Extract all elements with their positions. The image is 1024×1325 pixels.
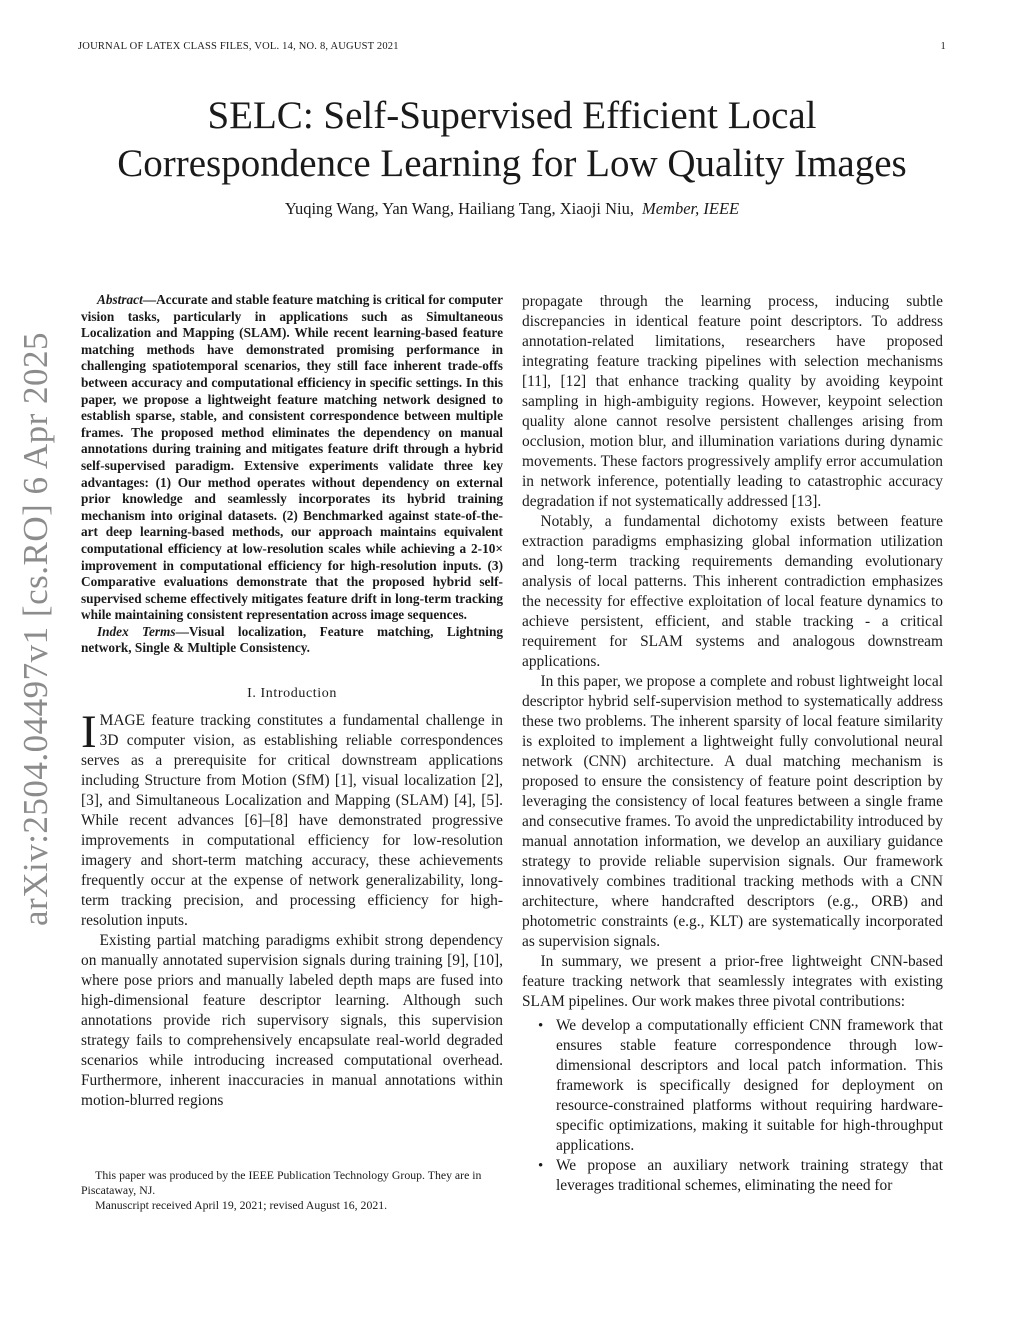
section-heading-introduction: I. Introduction [247, 686, 337, 702]
list-item: • We propose an auxiliary network training strategy that leverages traditional schemes, eliminating the need for [556, 1156, 943, 1196]
title-line-2: Correspondence Learning for Low Quality Images [117, 142, 907, 185]
right-paragraph-2: Notably, a fundamental dichotomy exists between feature extraction paradigms emphasizing global information utilization and long-term tracking requirements demanding evolutionary analysis of local patterns. This inherent contradiction emphasizes the necessity for effective exploitation of local feature dynamics to achieve persistent, efficient, and stable tracking - a critical requirement for SLAM systems and analogous downstream applications. [522, 513, 943, 670]
author-list [0, 199, 1024, 219]
author-names: Yuqing Wang, Yan Wang, Hailiang Tang, Xiaoji Niu, [284, 199, 634, 218]
paper-title [40, 92, 984, 188]
author-role: Member, IEEE [641, 199, 740, 218]
arxiv-stamp: arXiv:2504.04497v1 [cs.RO] 6 Apr 2025 [16, 331, 55, 926]
journal-name: JOURNAL OF LATEX CLASS FILES, VOL. 14, NO. 8, AUGUST 2021 [78, 41, 399, 52]
list-item: • We develop a computationally efficient CNN framework that ensures stable feature correspondence through low-dimensional descriptors and local patch information. This framework is specifically designed for deployment on resource-constrained platforms without requiring hardware-specific optimizations, making it suitable for high-throughput applications. [556, 1016, 943, 1156]
abstract [81, 292, 503, 624]
left-column [81, 292, 503, 1111]
title-line-1: SELC: Self-Supervised Efficient Local [207, 94, 817, 137]
footnotes [81, 1168, 503, 1213]
index-terms-text: —Visual localization, Feature matching, Lightning network, Single & Multiple Consistency. [81, 623, 503, 656]
footnote-2: Manuscript received April 19, 2021; revised August 16, 2021. [95, 1198, 388, 1212]
page-number: 1 [940, 41, 946, 52]
index-terms-lead: Index Terms [96, 623, 176, 639]
contributions-list [522, 1016, 943, 1196]
index-terms [81, 624, 503, 657]
right-paragraph-4: In summary, we present a prior-free lightweight CNN-based feature tracking network that seamlessly integrates with existing SLAM pipelines. Our work makes three pivotal contributions: [522, 953, 943, 1010]
drop-cap: I [81, 706, 97, 759]
intro-paragraph-2: Existing partial matching paradigms exhibit strong dependency on manually annotated supervision signals during training [9], [10], where pose priors and manually labeled depth maps are fused into high-dimensional feature descriptor learning. Although such annotations provide rich supervisory signals, this supervision strategy fails to comprehensively encapsulate real-world degraded scenarios while introducing increased computational overhead. Furthermore, inherent inaccuracies in manual annotations within motion-blurred regions [81, 932, 503, 1110]
footnote-1: This paper was produced by the IEEE Publication Technology Group. They are in Piscataway, NJ. [81, 1168, 482, 1197]
intro-paragraph-1 [81, 706, 503, 931]
right-paragraph-1: propagate through the learning process, inducing subtle discrepancies in identical feature point descriptors. To address annotation-related limitations, researchers have proposed integrating feature tracking pipelines with selection mechanisms [11], [12] that enhance tracking quality by avoiding keypoint sampling in high-ambiguity regions. However, keypoint selection quality alone cannot resolve persistent challenges arising from occlusion, motion blur, and illumination variations during dynamic movements. These factors progressively amplify error accumulation in network inference, potentially leading to catastrophic accuracy degradation if not systematically addressed [13]. [522, 293, 943, 510]
abstract-lead: Abstract [96, 292, 143, 307]
running-header [78, 41, 946, 52]
right-paragraph-3: In this paper, we propose a complete and robust lightweight local descriptor hybrid self-supervision method to systematically address these two problems. The inherent sparsity of local feature similarity is exploited to implement a lightweight fully convolutional neural network (CNN) architecture. A dual matching mechanism is proposed to ensure the consistency of feature point description by leveraging the consistency of local features between a single frame and consecutive frames. To avoid the unpredictability introduced by manual annotation information, we develop an auxiliary guidance strategy to provide reliable supervision signals. Our framework innovatively combines traditional tracking methods with a CNN architecture, where handcrafted descriptors (e.g., ORB) and photometric constraints (e.g., KLT) are systematically incorporated as supervision signals. [522, 673, 943, 950]
right-column [522, 292, 943, 1196]
intro-paragraph-1-text: MAGE feature tracking constitutes a fundamental challenge in 3D computer vision, as establishing reliable correspondences serves as a prerequisite for critical downstream applications including Structure from Motion (SfM) [1], visual localization [2], [3], and Simultaneous Localization and Mapping (SLAM) [4], [5]. While recent advances [6]–[8] have demonstrated progressive improvements in computational efficiency for low-resolution imagery and short-term matching accuracy, these achievements frequently occur at the expense of network generalizability, long-term tracking precision, and processing efficiency for high-resolution inputs. [81, 712, 503, 930]
abstract-text: —Accurate and stable feature matching is critical for computer vision tasks, particularly in applications such as Simultaneous Localization and Mapping (SLAM). While recent learning-based feature matching methods have demonstrated promising performance in challenging spatiotemporal scenarios, they still face inherent trade-offs between accuracy and computational efficiency in specific settings. In this paper, we propose a lightweight feature matching network designed to establish sparse, stable, and consistent correspondence between multiple frames. The proposed method eliminates the dependency on manual annotations during training and mitigates feature drift through a hybrid self-supervised paradigm. Extensive experiments validate three key advantages: (1) Our method operates without dependency on external prior knowledge and seamlessly incorporates its hybrid training mechanism into original datasets. (2) Benchmarked against state-of-the-art deep learning-based methods, our approach maintains equivalent computational efficiency at low-resolution scales while achieving a 2-10× improvement in computational efficiency for high-resolution inputs. (3) Comparative evaluations demonstrate that the proposed hybrid self-supervised scheme effectively mitigates feature drift in long-term tracking while maintaining consistent representation across image sequences. [81, 292, 503, 623]
